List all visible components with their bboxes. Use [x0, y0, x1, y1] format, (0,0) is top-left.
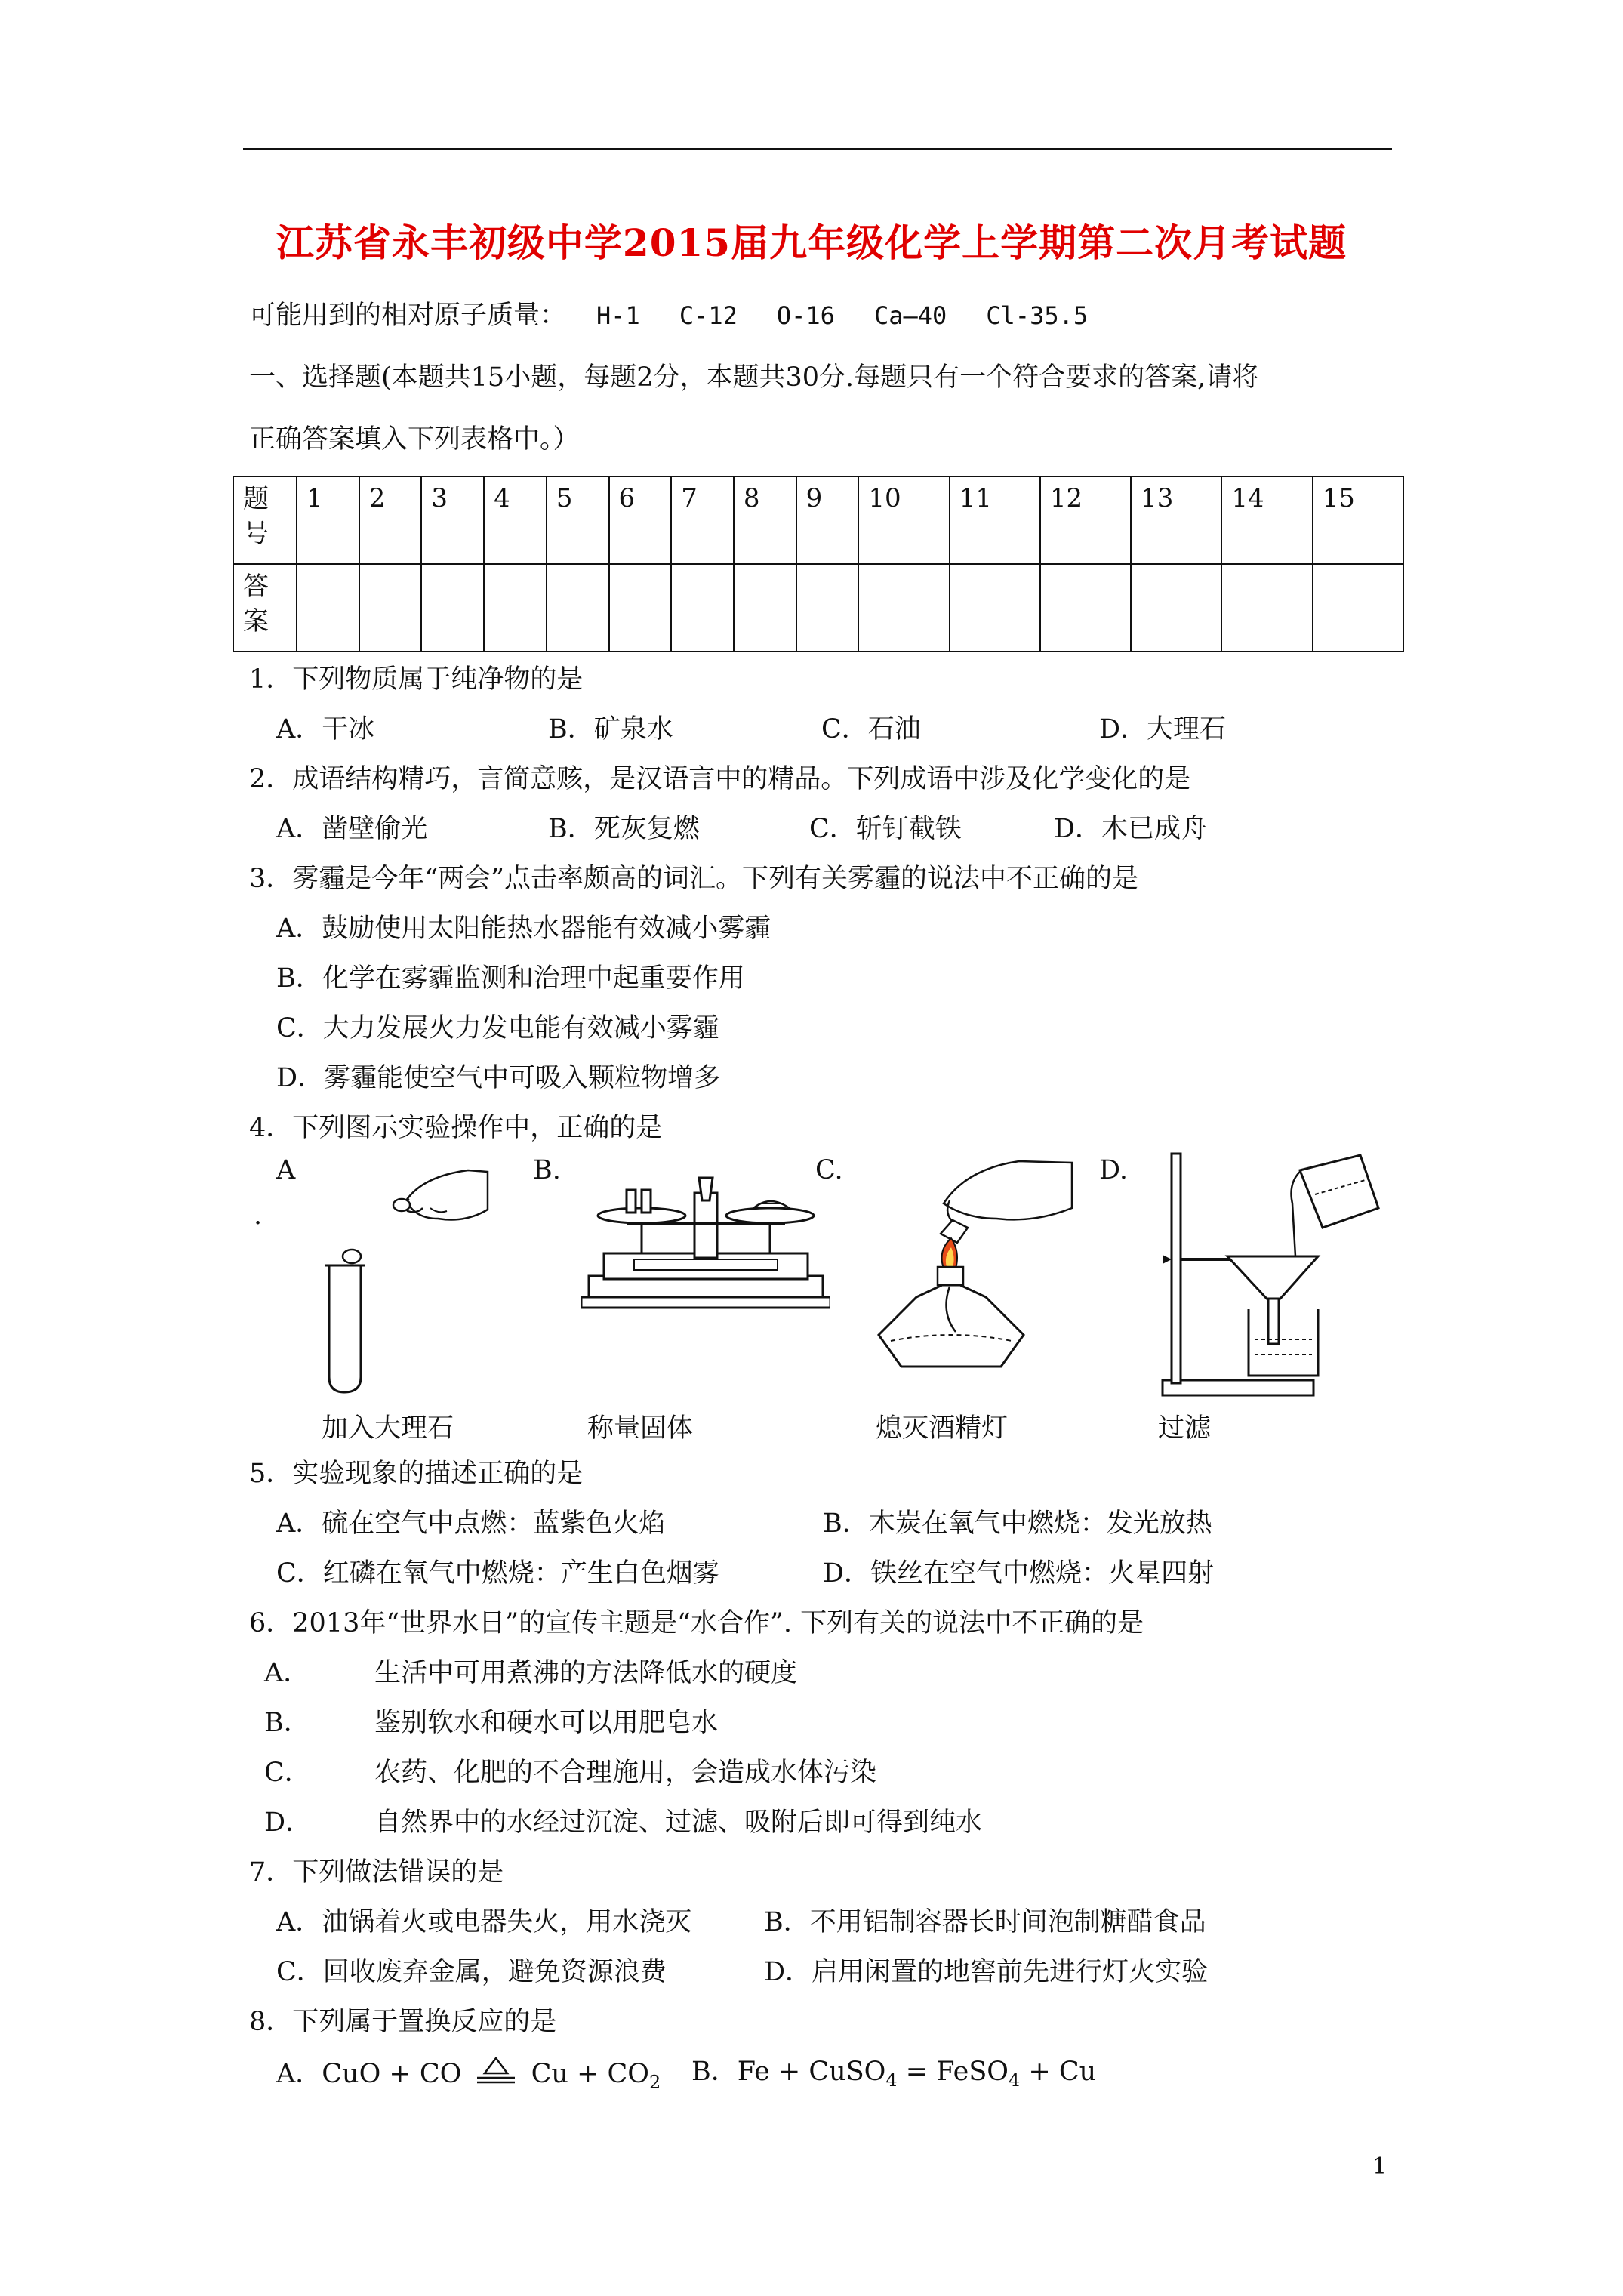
answer-cell[interactable] — [1040, 564, 1131, 652]
q4-caption-c: 熄灭酒精灯 — [876, 1413, 1009, 1444]
answer-cell[interactable] — [609, 564, 672, 652]
q3-option-d: D．雾霾能使空气中可吸入颗粒物增多 — [276, 1063, 721, 1093]
q-number: 6 — [609, 476, 672, 564]
page-title: 江苏省永丰初级中学2015届九年级化学上学期第二次月考试题 — [276, 220, 1347, 265]
q5-option-a: A．硫在空气中点燃：蓝紫色火焰 — [276, 1509, 666, 1539]
atomic-masses-label: 可能用到的相对原子质量： — [249, 300, 567, 331]
q-number: 7 — [671, 476, 734, 564]
heat-triangle-icon — [474, 2055, 518, 2085]
answer-cell[interactable] — [858, 564, 949, 652]
q3-stem: 3．雾霾是今年“两会”点击率颇高的词汇。下列有关雾霾的说法中不正确的是 — [249, 864, 1139, 894]
section1-instructions-line2: 正确答案填入下列表格中。） — [249, 424, 580, 455]
answer-cell[interactable] — [297, 564, 359, 652]
answer-cell[interactable] — [1313, 564, 1403, 652]
header-rule — [243, 148, 1392, 150]
q5-stem: 5．实验现象的描述正确的是 — [249, 1459, 584, 1489]
q7-stem: 7．下列做法错误的是 — [249, 1857, 504, 1888]
q3-option-c: C．大力发展火力发电能有效减小雾霾 — [276, 1013, 719, 1043]
q4-label-d: D. — [1099, 1155, 1128, 1185]
q-number: 5 — [547, 476, 609, 564]
q-number: 10 — [858, 476, 949, 564]
answer-cell[interactable] — [796, 564, 859, 652]
q6-stem: 6．2013年“世界水日”的宣传主题是“水合作”. 下列有关的说法中不正确的是 — [249, 1608, 1144, 1638]
number-row-header: 题 号 — [233, 476, 297, 564]
q6-option-c-label: C． — [264, 1758, 311, 1788]
q7-option-c: C．回收废弃金属，避免资源浪费 — [276, 1957, 667, 1987]
q2-option-b: B．死灰复燃 — [548, 814, 700, 844]
q6-option-a-label: A． — [264, 1658, 310, 1688]
q4-caption-b: 称量固体 — [587, 1413, 694, 1444]
answer-table — [233, 476, 1404, 652]
answer-cell[interactable] — [484, 564, 547, 652]
mass-ca: Ca—40 — [873, 301, 947, 330]
q6-option-b: 鉴别软水和硬水可以用肥皂水 — [374, 1708, 719, 1738]
q1-option-c: C．石油 — [821, 714, 921, 744]
test-tube-figure — [317, 1155, 491, 1397]
q8-option-b — [691, 2055, 1096, 2097]
answer-cell[interactable] — [547, 564, 609, 652]
answer-table-number-row — [233, 476, 1403, 564]
section1-instructions-line1: 一、选择题(本题共15小题，每题2分，本题共30分.每题只有一个符合要求的答案,请将 — [249, 362, 1259, 393]
q2-option-a: A．凿壁偷光 — [276, 814, 428, 844]
q-number: 1 — [297, 476, 359, 564]
q6-option-b-label: B． — [264, 1708, 310, 1738]
alcohol-lamp-figure — [868, 1154, 1079, 1373]
q-number: 12 — [1040, 476, 1131, 564]
answer-cell[interactable] — [1221, 564, 1312, 652]
mass-c: C-12 — [679, 301, 738, 330]
q-number: 13 — [1131, 476, 1221, 564]
answer-row-header: 答 案 — [233, 564, 297, 652]
q4-label-a-dot: . — [254, 1200, 263, 1231]
q3-option-a: A．鼓励使用太阳能热水器能有效减小雾霾 — [276, 914, 771, 944]
q1-option-d: D．大理石 — [1099, 714, 1227, 744]
q8-a-subscript: 2 — [649, 2072, 661, 2093]
q2-option-d: D．木已成舟 — [1054, 814, 1208, 844]
q7-option-d: D．启用闲置的地窖前先进行灯火实验 — [764, 1957, 1209, 1987]
q4-label-a: A — [276, 1155, 296, 1185]
answer-cell[interactable] — [421, 564, 484, 652]
q-number: 2 — [359, 476, 422, 564]
q4-caption-d: 过滤 — [1158, 1413, 1212, 1444]
q8-a-products: Cu + CO — [531, 2059, 649, 2089]
q-number: 9 — [796, 476, 859, 564]
mass-cl: Cl-35.5 — [986, 301, 1089, 330]
atomic-masses — [249, 299, 1127, 332]
q8-option-a — [276, 2055, 661, 2099]
q4-caption-a: 加入大理石 — [322, 1413, 454, 1444]
balance-figure — [581, 1163, 830, 1314]
q6-option-c: 农药、化肥的不合理施用，会造成水体污染 — [374, 1758, 877, 1788]
q1-option-b: B．矿泉水 — [548, 714, 673, 744]
q8-stem: 8．下列属于置换反应的是 — [249, 2007, 557, 2037]
q2-stem: 2．成语结构精巧，言简意赅，是汉语言中的精品。下列成语中涉及化学变化的是 — [249, 764, 1191, 794]
q4-stem: 4．下列图示实验操作中，正确的是 — [249, 1113, 663, 1143]
q8-b-sub1: 4 — [885, 2069, 898, 2091]
q1-stem: 1．下列物质属于纯净物的是 — [249, 664, 584, 695]
q8-a-reactants: A．CuO + CO — [276, 2059, 462, 2089]
q4-label-c: C. — [815, 1155, 843, 1185]
q-number: 3 — [421, 476, 484, 564]
answer-cell[interactable] — [359, 564, 422, 652]
q-number: 11 — [950, 476, 1040, 564]
answer-cell[interactable] — [1131, 564, 1221, 652]
answer-cell[interactable] — [671, 564, 734, 652]
filtration-figure — [1155, 1145, 1381, 1401]
q8-b-sub2: 4 — [1009, 2069, 1021, 2091]
q-number: 15 — [1313, 476, 1403, 564]
q8-b-part2: = FeSO — [897, 2057, 1009, 2087]
q6-option-d: 自然界中的水经过沉淀、过滤、吸附后即可得到纯水 — [374, 1808, 983, 1838]
q2-option-c: C．斩钉截铁 — [809, 814, 962, 844]
q-number: 14 — [1221, 476, 1312, 564]
answer-cell[interactable] — [734, 564, 796, 652]
q6-option-d-label: D． — [264, 1808, 313, 1838]
q4-label-b: B. — [533, 1155, 561, 1185]
q7-option-a: A．油锅着火或电器失火，用水浇灭 — [276, 1907, 692, 1937]
mass-h: H-1 — [596, 301, 640, 330]
q1-option-a: A．干冰 — [276, 714, 375, 744]
q8-b-part1: B．Fe + CuSO — [691, 2057, 886, 2087]
q3-option-b: B．化学在雾霾监测和治理中起重要作用 — [276, 963, 745, 994]
answer-table-answer-row — [233, 564, 1403, 652]
q5-option-d: D．铁丝在空气中燃烧：火星四射 — [823, 1558, 1215, 1589]
mass-o: O-16 — [776, 301, 835, 330]
q7-option-b: B．不用铝制容器长时间泡制糖醋食品 — [764, 1907, 1206, 1937]
q5-option-c: C．红磷在氧气中燃烧：产生白色烟雾 — [276, 1558, 719, 1589]
q-number: 8 — [734, 476, 796, 564]
q-number: 4 — [484, 476, 547, 564]
q5-option-b: B．木炭在氧气中燃烧：发光放热 — [823, 1509, 1212, 1539]
q8-b-part3: + Cu — [1020, 2057, 1097, 2087]
q6-option-a: 生活中可用煮沸的方法降低水的硬度 — [374, 1658, 798, 1688]
answer-cell[interactable] — [950, 564, 1040, 652]
page-number: 1 — [1372, 2153, 1387, 2180]
